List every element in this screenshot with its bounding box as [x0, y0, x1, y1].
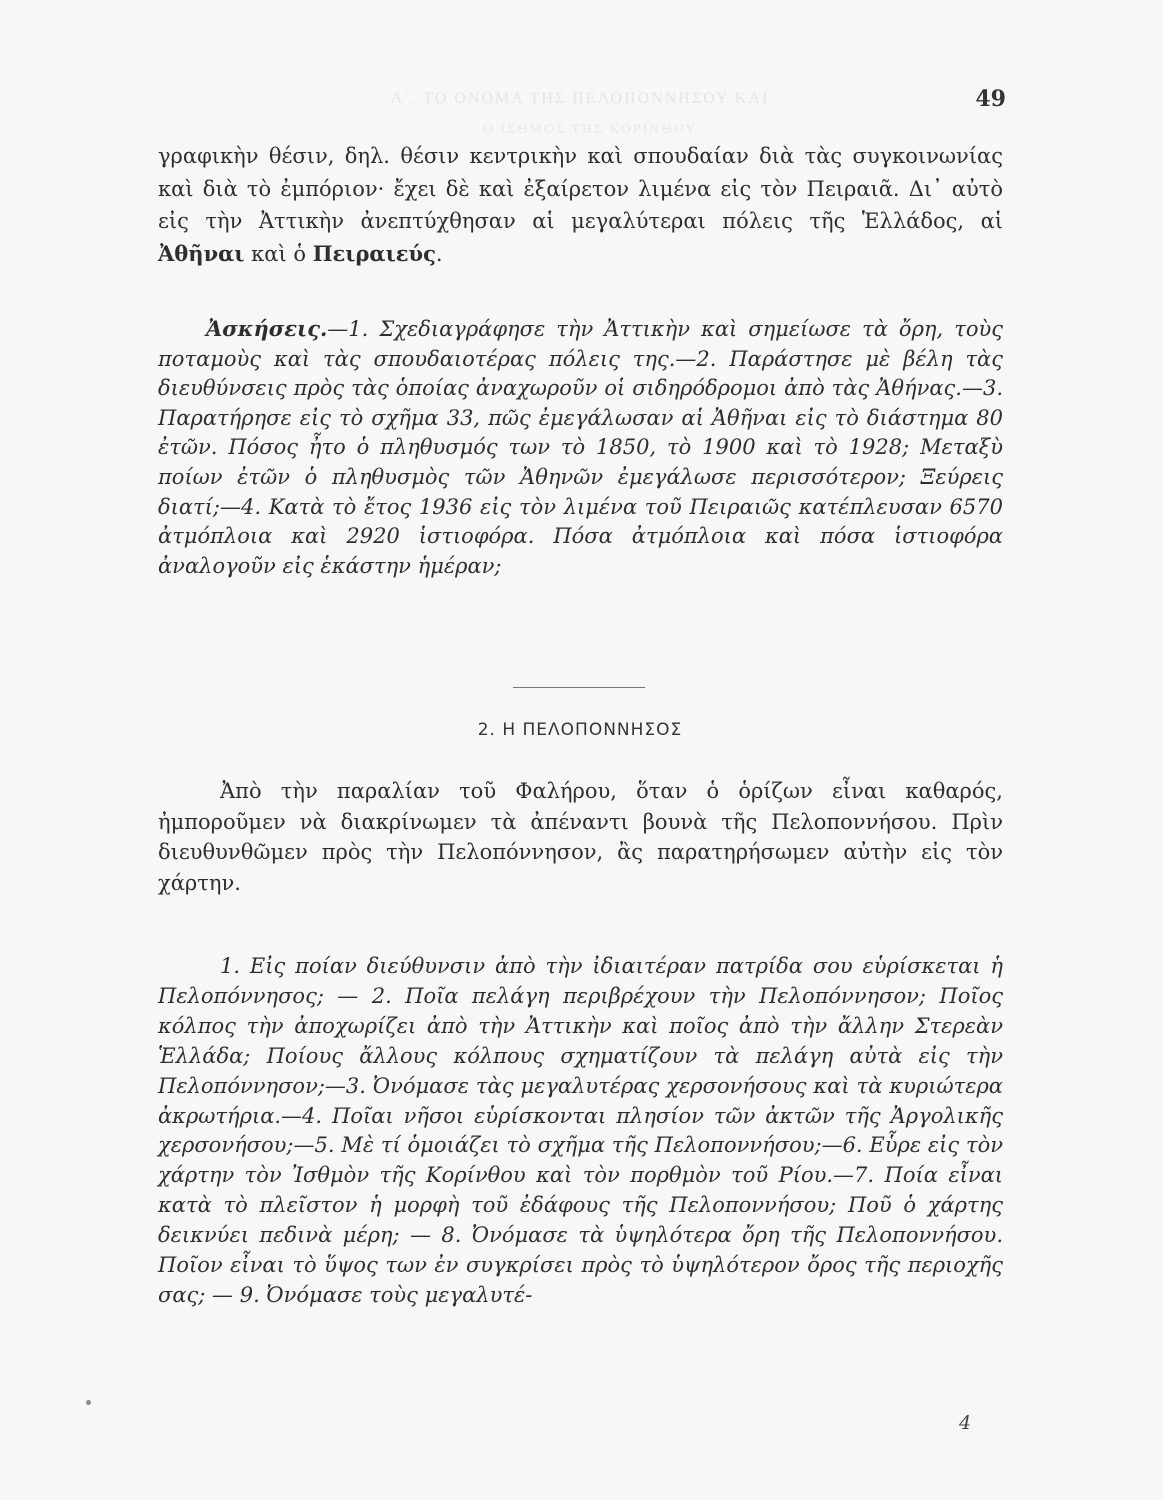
page-number: 49: [975, 86, 1006, 112]
faint-bleedthrough-header: Α΄. ΤΟ ΟΝΟΜΑ ΤΗΣ ΠΕΛΟΠΟΝΝΗΣΟΥ ΚΑΙ: [390, 90, 770, 107]
piraeus-name: Πειραιεύς: [312, 240, 436, 266]
exercises-body: —1. Σχεδιαγράφησε τὴν Ἀττικὴν καὶ σημείωσε τὰ ὄρη, τοὺς ποταμοὺς καὶ τὰς σπουδαιοτέρας πόλεις της.—2. Παράστησε μὲ βέλη τὰς διευθύνσεις πρὸς τὰς ὁποίας ἀναχωροῦν οἱ σιδηρόδρομοι ἀπὸ τὰς Ἀθήνας.—3. Παρατήρησε εἰς τὸ σχῆμα 33, πῶς ἐμεγάλωσαν αἱ Ἀθῆναι εἰς τὸ διάστημα 80 ἐτῶν. Πόσος ἦτο ὁ πληθυσμός των τὸ 1850, τὸ 1900 καὶ τὸ 1928; Μεταξὺ ποίων ἐτῶν ὁ πληθυσμὸς τῶν Ἀθηνῶν ἐμεγάλωσε περισσότερον; Ξεύρεις διατί;—4. Κατὰ τὸ ἔτος 1936 εἰς τὸν λιμένα τοῦ Πειραιῶς κατέπλευσαν 6570 ἀτμόπλοια καὶ 2920 ἱστιοφόρα. Πόσα ἀτμόπλοια καὶ πόσα ἱστιοφόρα ἀναλογοῦν εἰς ἑκάστην ἡμέραν;: [158, 317, 1003, 578]
section-paragraph: [158, 776, 1003, 898]
section-paragraph-text: Ἀπὸ τὴν παραλίαν τοῦ Φαλήρου, ὅταν ὁ ὁρίζων εἶναι καθαρός, ἠμποροῦμεν νὰ διακρίνωμεν τὰ ἀπέναντι βουνὰ τῆς Πελοποννήσου. Πρὶν διευθυνθῶμεν πρὸς τὴν Πελοπόννησον, ἂς παρατηρήσωμεν αὐτὴν εἰς τὸν χάρτην.: [158, 779, 1003, 895]
intro-text: [158, 140, 1003, 270]
signature-mark: 4: [958, 1412, 972, 1434]
faint-bleedthrough-subheader: Ο ΙΣΘΜΟΣ ΤΗΣ ΚΟΡΙΝΘΟΥ: [482, 122, 698, 137]
section-divider: [513, 687, 645, 688]
intro-end: .: [435, 241, 443, 266]
exercises-paragraph: [158, 314, 1003, 581]
questions-text: 1. Εἰς ποίαν διεύθυνσιν ἀπὸ τὴν ἰδιαιτέραν πατρίδα σου εὑρίσκεται ἡ Πελοπόννησος; — 2. Ποῖα πελάγη περιβρέχουν τὴν Πελοπόννησον; Ποῖος κόλπος τὴν ἀποχωρίζει ἀπὸ τὴν Ἀττικὴν καὶ ποῖος ἀπὸ τὴν ἄλλην Στερεὰν Ἑλλάδα; Ποίους ἄλλους κόλπους σχηματίζουν τὰ πελάγη αὐτὰ εἰς τὴν Πελοπόννησον;—3. Ὀνόμασε τὰς μεγαλυτέρας χερσονήσους καὶ τὰ κυριώτερα ἀκρωτήρια.—4. Ποῖαι νῆσοι εὑρίσκονται πλησίον τῶν ἀκτῶν τῆς Ἀργολικῆς χερσονήσου;—5. Μὲ τί ὁμοιάζει τὸ σχῆμα τῆς Πελοποννήσου;—6. Εὗρε εἰς τὸν χάρτην τὸν Ἰσθμὸν τῆς Κορίνθου καὶ τὸν πορθμὸν τοῦ Ρίου.—7. Ποία εἶναι κατὰ τὸ πλεῖστον ἡ μορφὴ τοῦ ἐδάφους τῆς Πελοποννήσου; Ποῦ ὁ χάρτης δεικνύει πεδινὰ μέρη; — 8. Ὀνόμασε τὰ ὑψηλότερα ὄρη τῆς Πελοποννήσου. Ποῖον εἶναι τὸ ὕψος των ἐν συγκρίσει πρὸς τὸ ὑψηλότερον ὄρος τῆς περιοχῆς σας; — 9. Ὀνόμασε τοὺς μεγαλυτέ-: [158, 954, 1003, 1307]
exercises-label: Ἀσκήσεις.: [206, 316, 328, 341]
exercises-text: [158, 314, 1003, 581]
intro-conjunction: καὶ ὁ: [244, 241, 313, 266]
intro-paragraph: [158, 140, 1003, 270]
questions-paragraph: [158, 952, 1003, 1311]
athens-name: Ἀθῆναι: [158, 240, 245, 266]
intro-text-main: γραφικὴν θέσιν, δηλ. θέσιν κεντρικὴν καὶ σπουδαίαν διὰ τὰς συγκοινωνίας καὶ διὰ τὸ ἐμπόριον· ἔχει δὲ καὶ ἐξαίρετον λιμένα εἰς τὸν Πειραιᾶ. Δι᾿ αὐτὸ εἰς τὴν Ἀττικὴν ἀνεπτύχθησαν αἱ μεγαλύτεραι πόλεις τῆς Ἑλλάδος, αἱ: [158, 144, 1003, 233]
print-speck: [86, 1400, 91, 1405]
section-title: 2. Η ΠΕΛΟΠΟΝΝΗΣΟΣ: [477, 720, 683, 740]
